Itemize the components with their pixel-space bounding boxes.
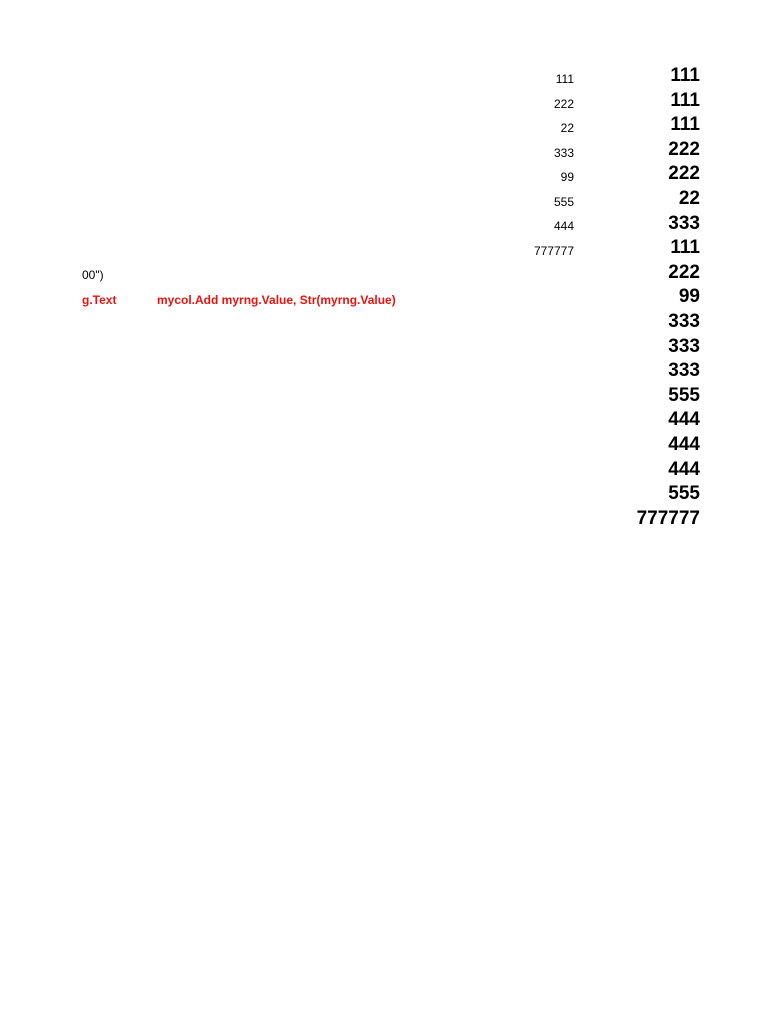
bold-value-cell[interactable]: 111 [670,114,700,136]
small-value-cell[interactable]: 222 [553,96,574,111]
bold-value-cell[interactable]: 333 [668,310,700,332]
bold-value-cell[interactable]: 333 [668,212,700,234]
bold-value-cell[interactable]: 22 [678,187,700,209]
bold-value-cell[interactable]: 555 [668,384,700,406]
bold-value-cell[interactable]: 777777 [636,507,700,529]
bold-value-cell[interactable]: 444 [668,409,700,431]
bold-value-cell[interactable]: 555 [668,483,700,505]
bold-value-cell[interactable]: 222 [668,138,700,160]
bold-values-column [560,64,700,531]
small-value-cell[interactable]: 777777 [533,243,574,258]
bold-value-cell[interactable]: 222 [668,261,700,283]
bold-value-cell[interactable]: 333 [668,360,700,382]
small-value-cell[interactable]: 333 [553,145,574,160]
formula-fragment[interactable]: 00") [82,268,104,282]
code-text-fragment[interactable]: g.Text [82,293,117,307]
bold-value-cell[interactable]: 222 [668,163,700,185]
small-values-column [454,67,574,263]
bold-value-cell[interactable]: 444 [668,458,700,480]
bold-value-cell[interactable]: 333 [668,335,700,357]
bold-value-cell[interactable]: 444 [668,433,700,455]
small-value-cell[interactable]: 22 [560,121,574,135]
small-value-cell[interactable]: 99 [560,170,574,184]
bold-value-cell[interactable]: 111 [670,237,700,259]
small-value-cell[interactable]: 444 [553,219,574,233]
bold-value-cell[interactable]: 111 [670,89,700,111]
small-value-cell[interactable]: 111 [555,72,574,86]
code-line-fragment[interactable]: mycol.Add myrng.Value, Str(myrng.Value) [157,293,396,307]
bold-value-cell[interactable]: 99 [678,286,700,308]
small-value-cell[interactable]: 555 [553,194,574,209]
bold-value-cell[interactable]: 111 [670,65,700,86]
